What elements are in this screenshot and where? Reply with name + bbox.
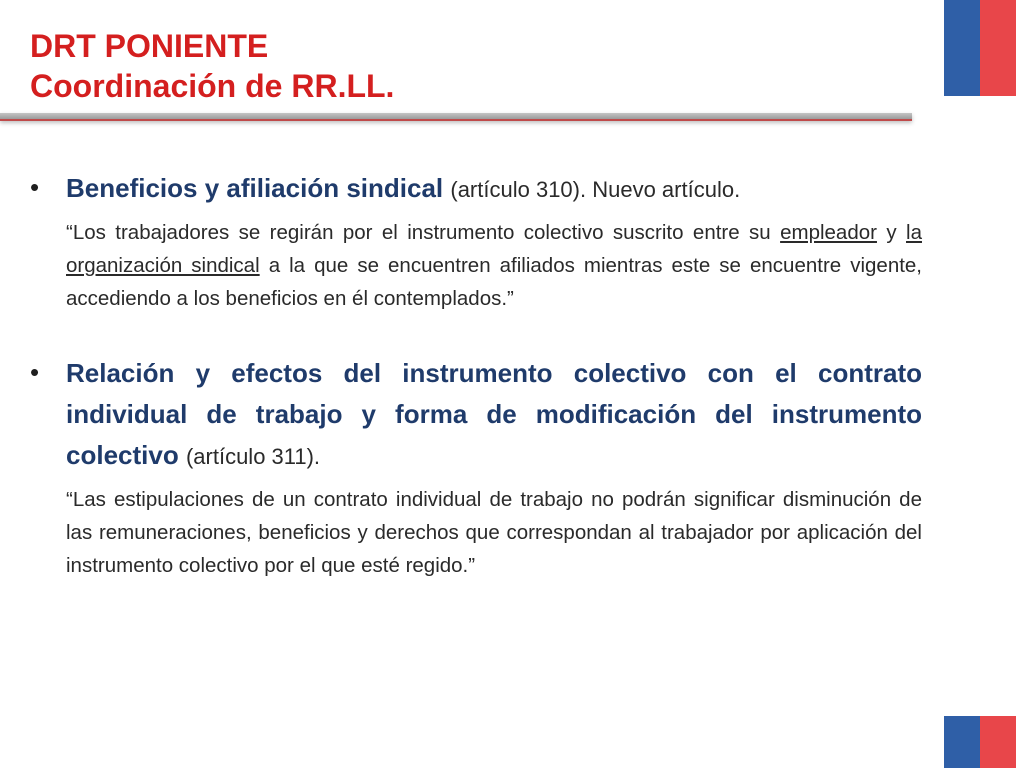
article-reference: (artículo 310). Nuevo artículo.	[450, 177, 741, 202]
title-line-1: DRT PONIENTE	[30, 28, 269, 64]
bullet-item-relacion	[30, 353, 922, 582]
bullet-item-beneficios	[30, 168, 922, 315]
flag-red-stripe	[980, 716, 1016, 768]
chile-flag-top-decoration	[944, 0, 1016, 96]
quote-text: a la que se encuentren afiliados mientras este se encuentre vigente, accediendo a los beneficios en él contemplados.”	[66, 254, 923, 310]
bullet-heading-bold: Beneficios y afiliación sindical	[66, 173, 444, 203]
quote-text: “Los trabajadores se regirán por el instrumento colectivo suscrito entre su	[66, 221, 781, 244]
underlined-term: la organización sindical	[66, 221, 922, 277]
article-quote: “Las estipulaciones de un contrato individual de trabajo no podrán significar disminución de las remuneraciones, beneficios y derechos que correspondan al trabajador por aplicación del instrumento colectivo por el que esté regido.”	[66, 488, 922, 577]
flag-blue-stripe	[944, 716, 980, 768]
bullet-heading-bold: Relación y efectos del instrumento colectivo con el contrato individual de trabajo y forma de modificación del instrumento colectivo	[66, 358, 922, 470]
article-quote	[66, 216, 922, 315]
page-title	[30, 26, 394, 106]
bullet-dot: •	[30, 357, 40, 387]
chile-flag-bottom-decoration	[944, 716, 1016, 768]
flag-red-stripe	[980, 0, 1016, 96]
slide-content	[30, 168, 922, 620]
quote-text: y	[876, 221, 907, 244]
article-reference: (artículo 311).	[185, 444, 321, 469]
title-line-2: Coordinación de RR.LL.	[30, 68, 395, 104]
flag-blue-stripe	[944, 0, 980, 96]
bullet-dot: •	[30, 172, 40, 202]
bullet-heading	[66, 353, 922, 477]
underlined-term: empleador	[780, 221, 877, 244]
bullet-heading	[66, 168, 922, 210]
title-divider	[0, 113, 912, 121]
